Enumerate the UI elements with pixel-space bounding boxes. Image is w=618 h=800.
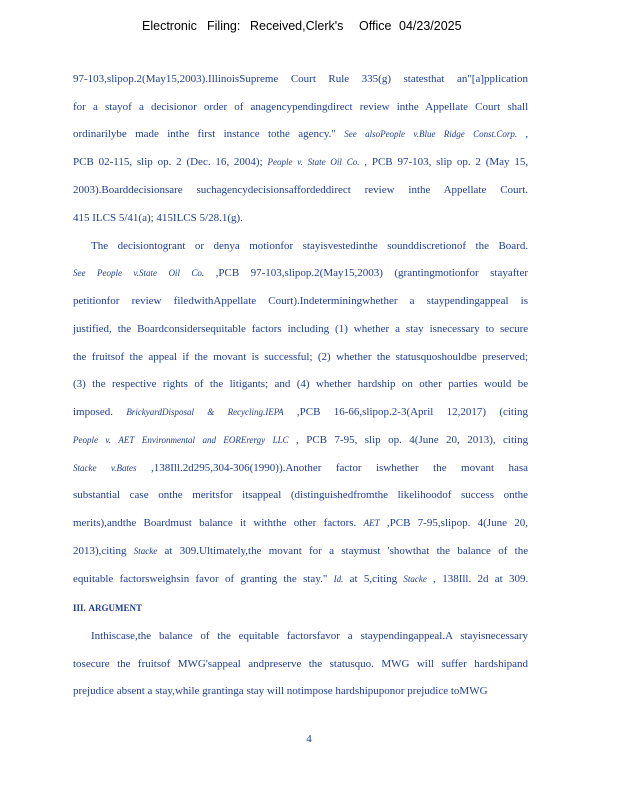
word: MWG [381, 658, 410, 670]
word: factors [251, 323, 282, 335]
word: at [349, 573, 358, 585]
word: 5,citing [363, 573, 398, 585]
word: stay [405, 323, 424, 335]
word: at [164, 545, 173, 557]
word: 4(June [409, 434, 439, 446]
word: for [309, 545, 322, 557]
header-electronic: Electronic [142, 19, 197, 33]
citation-word: Recycling.IEPA [227, 407, 284, 417]
word: an"[a]pplication [456, 73, 529, 85]
header-date: 04/23/2025 [399, 19, 462, 33]
word: ,PCB [215, 267, 240, 279]
text-line [73, 211, 528, 225]
word: MWG'sappeal [177, 658, 241, 670]
word: PCB [371, 156, 393, 168]
word: balance [199, 517, 233, 529]
word: is [520, 295, 529, 307]
word: factors. [323, 517, 357, 529]
word: statusquo. [329, 658, 374, 670]
word: 'showthat [387, 545, 430, 557]
word: (citing [499, 406, 529, 418]
header-received: Received,Clerk's [250, 19, 344, 33]
citation-word: Stacke [73, 463, 97, 473]
text-line [91, 629, 528, 643]
word: a [147, 685, 153, 697]
word: agency." [298, 128, 336, 140]
citation-word: v.Bates [110, 463, 137, 473]
word: made [135, 128, 159, 140]
word: Appellate [425, 101, 469, 113]
text-line [73, 488, 528, 502]
word: at [494, 573, 503, 585]
word: first [197, 128, 216, 140]
word: instance [223, 128, 260, 140]
word: ,PCB [296, 406, 321, 418]
word: op. [157, 156, 172, 168]
word: (grantingmotionfor [394, 267, 479, 279]
word: the [308, 658, 323, 670]
word: 97-103, [397, 156, 432, 168]
word: 15, [514, 156, 529, 168]
word: (distinguishedfromthe [290, 489, 389, 501]
word: imposed. [73, 406, 114, 418]
word: secure [500, 323, 529, 335]
word: suchagencydecisionsaffordeddirect [196, 184, 351, 196]
word: filedwithAppellate [173, 295, 257, 307]
word: a [347, 630, 353, 642]
word: hasa [508, 462, 529, 474]
word: fruitsof [137, 658, 171, 670]
word: the [283, 573, 297, 585]
word: for [73, 101, 86, 113]
word: including [287, 323, 330, 335]
text-line [73, 294, 528, 308]
text-line [73, 657, 528, 671]
word: case [129, 489, 149, 501]
text-line [73, 127, 528, 141]
word: whether [315, 378, 352, 390]
word: factorsfavor [286, 630, 340, 642]
text-line [73, 266, 528, 280]
word: fruitsof [91, 351, 125, 363]
word: isnecessary [429, 323, 480, 335]
word: (4) [296, 378, 310, 390]
word: be [517, 378, 529, 390]
word: and [274, 378, 291, 390]
word: meritsfor [192, 489, 233, 501]
citation-word: alsoPeople [365, 129, 406, 139]
word: a decisionor [138, 101, 197, 113]
citation-word: People [267, 157, 293, 167]
word: statesthat [403, 73, 445, 85]
word: hardshipuponor [335, 685, 405, 697]
word: a [395, 323, 401, 335]
word: 5/28.1(g). [199, 212, 243, 224]
citation-word: Stacke [133, 546, 158, 556]
word: will [266, 685, 285, 697]
text-line [73, 350, 528, 364]
word: (May [485, 156, 510, 168]
word: the [209, 378, 224, 390]
citation-word: EORErergy [223, 435, 266, 445]
word: stayisvestedinthe [302, 240, 378, 252]
word: 2013),citing [73, 545, 127, 557]
text-line [73, 544, 528, 558]
page-number: 4 [306, 733, 312, 745]
word: onthe [503, 489, 529, 501]
word: Board. [498, 240, 529, 252]
word: on [401, 378, 413, 390]
word: stay,while [155, 685, 200, 697]
word: it [240, 517, 247, 529]
word: itsappeal [242, 489, 282, 501]
text-line [73, 322, 528, 336]
word: Boardmust [143, 517, 192, 529]
word: withthe [253, 517, 287, 529]
citation-word: Oil [330, 157, 342, 167]
word: ,PCB [386, 517, 411, 529]
word: iswhether [375, 462, 419, 474]
word: 415ILCS [156, 212, 197, 224]
word: equitable [73, 573, 114, 585]
word: of [194, 378, 204, 390]
word: of [200, 630, 210, 642]
citation-word: v.Blue [413, 129, 436, 139]
word: inthe [167, 128, 190, 140]
word: the [436, 545, 451, 557]
text-line [73, 405, 528, 419]
word: balance [457, 545, 491, 557]
citation-word: See [73, 268, 86, 278]
citation-word: Id. [333, 574, 344, 584]
word: or [194, 240, 205, 252]
text-line [73, 100, 528, 114]
word: suffer [441, 658, 467, 670]
word: Court [290, 73, 316, 85]
word: 309. [508, 573, 529, 585]
citation-word: See [344, 129, 357, 139]
word: to [485, 323, 495, 335]
word: likelihoodof [397, 489, 452, 501]
word: favor [195, 573, 219, 585]
word: 16, [215, 156, 230, 168]
word: 2013), [467, 434, 496, 446]
word: andpreserve [248, 658, 302, 670]
citation-word: Oil [168, 268, 180, 278]
word: whether [353, 323, 390, 335]
word: prejudice [73, 685, 114, 697]
word: litigants; [229, 378, 269, 390]
word: Court [475, 101, 501, 113]
word: if [182, 351, 190, 363]
word: Appellate [443, 184, 487, 196]
word: 415 [73, 212, 90, 224]
citation-word: AET [363, 518, 380, 528]
word: , [296, 434, 299, 446]
word: order [203, 101, 228, 113]
word: stayisnecessary [460, 630, 529, 642]
word: 97-103,slipop.2(May15,2003) [250, 267, 383, 279]
word: notimpose [286, 685, 333, 697]
word: of [225, 573, 235, 585]
word: factorsweighsin [119, 573, 190, 585]
word: stayafter [490, 267, 529, 279]
citation-word: Ridge [443, 129, 465, 139]
text-line [73, 461, 528, 475]
word: inthe [408, 184, 431, 196]
word: other [419, 378, 442, 390]
word: 12,2017) [446, 406, 487, 418]
word: ILCS [92, 212, 117, 224]
word: inthe [396, 101, 419, 113]
word: the [217, 630, 231, 642]
word: of anagencypendingdirect [234, 101, 353, 113]
word: statusquoshouldbe [395, 351, 477, 363]
word: substantial [73, 489, 121, 501]
word: tothe [267, 128, 290, 140]
word: preserved; [482, 351, 529, 363]
word: 2d [477, 573, 489, 585]
citation-word: Environmental [141, 435, 196, 445]
word: success [460, 489, 494, 501]
header-filing: Filing: [207, 19, 241, 33]
word: motionfor [249, 240, 294, 252]
word: appeal [148, 351, 178, 363]
word: op. [388, 434, 402, 446]
word: Boardconsidersequitable [137, 323, 246, 335]
word: 97-103,slipop.2(May15,2003).IllinoisSupreme [73, 73, 279, 85]
word: denya [213, 240, 240, 252]
word: a stayof [92, 101, 132, 113]
word: 7-95, [334, 434, 358, 446]
word: decisiontogrant [117, 240, 186, 252]
word: the [129, 351, 143, 363]
word: would [483, 378, 512, 390]
word: the [92, 378, 106, 390]
word: Court).Indeterminingwhether [268, 295, 398, 307]
word: will [416, 658, 434, 670]
text-line [73, 516, 528, 530]
citation-word: Const.Corp. [473, 129, 518, 139]
word: staypendingappeal.A [360, 630, 453, 642]
word: 2 [176, 156, 182, 168]
citation-word: v. [105, 435, 111, 445]
word: granting [240, 573, 278, 585]
word: movant [461, 462, 495, 474]
citation-word: LLC [272, 435, 289, 445]
word: the [475, 240, 489, 252]
text-line [91, 239, 528, 253]
text-line [73, 155, 528, 169]
section-heading [73, 601, 528, 615]
citation-word: v. [297, 157, 303, 167]
word: the [117, 658, 131, 670]
word: review [359, 101, 390, 113]
word: the [117, 323, 132, 335]
word: 02-115, [98, 156, 133, 168]
word: PCB [73, 156, 94, 168]
word: justified, [73, 323, 112, 335]
word: onthe [158, 489, 183, 501]
word: , [433, 573, 436, 585]
word: tosecure [73, 658, 110, 670]
word: slip [436, 156, 453, 168]
word: petitionfor [73, 295, 120, 307]
heading-word: III. [73, 603, 86, 613]
word: successful; [264, 351, 313, 363]
word: balance [159, 630, 193, 642]
word: 16-66,slipop.2-3(April [333, 406, 434, 418]
word: slip [136, 156, 153, 168]
word: the [194, 351, 208, 363]
word: is [251, 351, 259, 363]
text-line [73, 72, 528, 86]
word: factor [335, 462, 362, 474]
citation-word: Stacke [403, 574, 427, 584]
word: shall [507, 101, 529, 113]
word: (Dec. [186, 156, 211, 168]
word: grantinga [202, 685, 244, 697]
word: stay." [303, 573, 328, 585]
word: a staypendingappeal [409, 295, 509, 307]
word: Court. [500, 184, 528, 196]
word: , [364, 156, 368, 168]
word: The [91, 240, 109, 252]
word: absent [116, 685, 145, 697]
citation-word: People [96, 268, 122, 278]
word: 4(June [477, 517, 507, 529]
word: 2 [475, 156, 481, 168]
word: 138Ill. [442, 573, 472, 585]
word: other [293, 517, 317, 529]
word: rights [162, 378, 188, 390]
word: op. [456, 156, 471, 168]
word: respective [111, 378, 157, 390]
word: whether [336, 351, 372, 363]
word: merits),andthe [73, 517, 137, 529]
word: ,138Ill.2d295,304-306(1990)).Another [150, 462, 322, 474]
word: 20, [446, 434, 460, 446]
word: 5/41(a); [118, 212, 154, 224]
word: movant [213, 351, 247, 363]
word: staymust [341, 545, 381, 557]
citation-word: and [202, 435, 216, 445]
text-line [73, 183, 528, 197]
word: 7-95,slipop. [417, 517, 471, 529]
word: 2003).Boarddecisionsare [73, 184, 183, 196]
word: PCB [306, 434, 328, 446]
word: the [376, 351, 391, 363]
word: sounddiscretionof [387, 240, 467, 252]
word: hardshipand [474, 658, 529, 670]
word: parties [448, 378, 478, 390]
word: a [329, 545, 334, 557]
word: movant [268, 545, 302, 557]
word: Rule [328, 73, 350, 85]
word: the [433, 462, 447, 474]
text-line [73, 433, 528, 447]
word: 2004); [233, 156, 263, 168]
word: (3) [73, 378, 86, 390]
text-line [73, 572, 528, 586]
word: stay [246, 685, 265, 697]
word: of [498, 545, 508, 557]
word: (1) [335, 323, 348, 335]
citation-word: v.State [133, 268, 157, 278]
header-office: Office [359, 19, 392, 33]
word: Inthiscase,the [91, 630, 152, 642]
word: , [525, 128, 529, 140]
citation-word: People [73, 435, 98, 445]
word: the [514, 545, 529, 557]
citation-word: State [307, 157, 326, 167]
heading-word: ARGUMENT [88, 603, 143, 613]
citation-word: AET [118, 435, 135, 445]
text-line [73, 684, 528, 698]
word: hardship [357, 378, 396, 390]
citation-word: Co. [191, 268, 205, 278]
word: 309.Ultimately,the [179, 545, 262, 557]
citation-word: BrickyardDisposal [126, 407, 194, 417]
word: review [364, 184, 395, 196]
text-line [73, 377, 528, 391]
word: 20, [514, 517, 528, 529]
word: 335(g) [361, 73, 391, 85]
word: citing [503, 434, 529, 446]
word: toMWG [450, 685, 488, 697]
word: review [131, 295, 162, 307]
word: prejudice [407, 685, 449, 697]
word: ordinarilybe [73, 128, 127, 140]
citation-word: Co. [346, 157, 360, 167]
word: (2) [317, 351, 331, 363]
citation-word: & [207, 407, 215, 417]
word: equitable [238, 630, 279, 642]
word: slip [364, 434, 381, 446]
word: the [73, 351, 87, 363]
